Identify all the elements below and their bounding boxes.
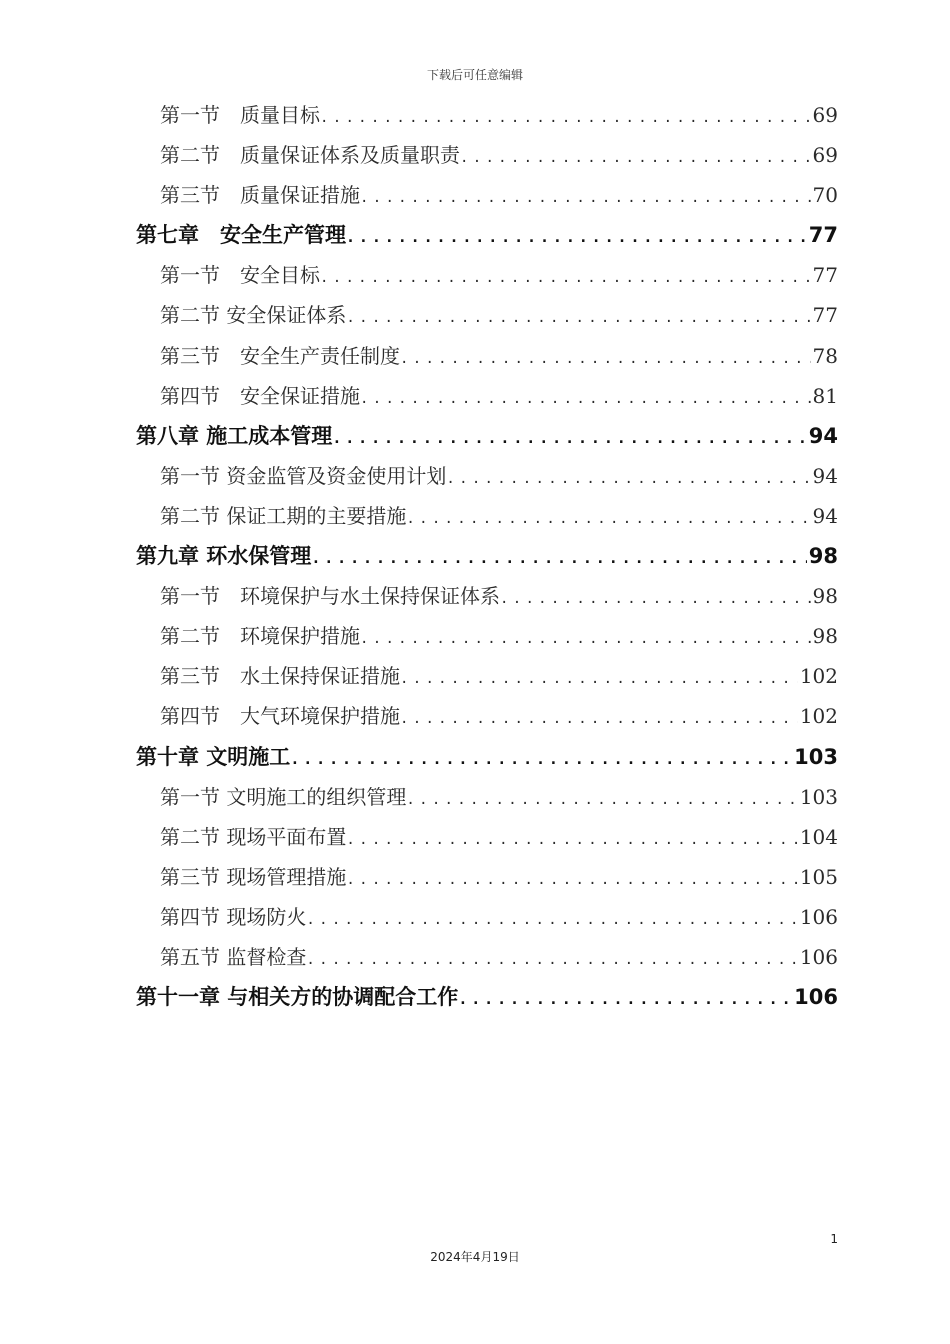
toc-entry-page: 105 (799, 864, 838, 889)
toc-entry-title: 第三节 安全生产责任制度 (160, 343, 400, 368)
toc-entry[interactable] (136, 135, 838, 175)
toc-entry-title: 第二节 环境保护措施 (160, 624, 360, 649)
toc-chapter-title: 第九章 环水保管理 (136, 544, 312, 569)
toc-entry-page: 94 (812, 463, 838, 488)
toc-entry-title: 第四节 现场防火 (160, 904, 307, 929)
toc-chapter-page: 98 (808, 544, 838, 569)
dot-leader (320, 98, 811, 135)
toc-entry-page: 81 (812, 383, 838, 408)
toc-chapter-entry[interactable] (136, 536, 838, 576)
dot-leader (406, 780, 797, 817)
dot-leader (306, 900, 797, 937)
toc-entry[interactable] (136, 576, 838, 616)
dot-leader (346, 298, 810, 335)
toc-entry[interactable] (136, 937, 838, 977)
toc-entry-title: 第一节 资金监管及资金使用计划 (160, 463, 447, 488)
dot-leader (400, 699, 798, 736)
toc-entry-title: 第一节 环境保护与水土保持保证体系 (160, 584, 500, 609)
toc-entry-page: 94 (812, 503, 838, 528)
toc-entry-title: 第五节 监督检查 (160, 944, 307, 969)
toc-entry[interactable] (136, 817, 838, 857)
toc-entry-title: 第一节 安全目标 (160, 263, 320, 288)
toc-entry[interactable] (136, 456, 838, 496)
toc-entry[interactable] (136, 95, 838, 135)
dot-leader (346, 820, 797, 857)
dot-leader (320, 258, 811, 295)
toc-entry[interactable] (136, 897, 838, 937)
dot-leader (360, 619, 811, 656)
toc-chapter-title: 第十一章 与相关方的协调配合工作 (136, 985, 459, 1010)
dot-leader (306, 940, 797, 977)
toc-entry-page: 104 (799, 824, 838, 849)
header-note: 下载后可任意编辑 (426, 68, 523, 82)
footer-date: 2024年4月19日 (430, 1250, 520, 1264)
page-number: 1 (830, 1232, 838, 1246)
toc-chapter-entry[interactable] (136, 215, 838, 255)
toc-entry-page: 98 (812, 584, 838, 609)
toc-entry-title: 第一节 质量目标 (160, 103, 320, 127)
toc-entry-page: 103 (799, 784, 838, 809)
toc-entry-title: 第四节 安全保证措施 (160, 383, 360, 408)
dot-leader (460, 138, 811, 175)
toc-entry[interactable] (136, 175, 838, 215)
table-of-contents (136, 95, 838, 1017)
toc-entry-page: 106 (799, 944, 838, 969)
toc-chapter-title: 第八章 施工成本管理 (136, 423, 333, 448)
dot-leader (360, 379, 811, 416)
toc-entry-page: 78 (812, 343, 838, 368)
dot-leader (346, 217, 807, 255)
dot-leader (332, 418, 806, 456)
toc-entry[interactable] (136, 376, 838, 416)
toc-entry-page: 69 (812, 103, 838, 127)
toc-entry-page: 102 (799, 704, 838, 729)
toc-chapter-page: 103 (794, 744, 838, 769)
toc-entry-title: 第三节 质量保证措施 (160, 183, 360, 208)
toc-entry-page: 102 (799, 664, 838, 689)
toc-entry[interactable] (136, 857, 838, 897)
dot-leader (458, 979, 792, 1017)
toc-entry-title: 第一节 文明施工的组织管理 (160, 784, 407, 809)
dot-leader (400, 659, 798, 696)
toc-entry-page: 77 (812, 303, 838, 328)
dot-leader (360, 178, 811, 215)
toc-entry-page: 98 (812, 624, 838, 649)
toc-entry[interactable] (136, 295, 838, 335)
toc-entry-page: 70 (812, 183, 838, 208)
toc-chapter-page: 106 (794, 985, 838, 1010)
toc-entry-title: 第四节 大气环境保护措施 (160, 704, 400, 729)
dot-leader (400, 339, 811, 376)
toc-entry-title: 第三节 水土保持保证措施 (160, 664, 400, 689)
dot-leader (346, 860, 797, 897)
toc-entry-page: 69 (812, 143, 838, 168)
dot-leader (311, 538, 806, 576)
toc-chapter-entry[interactable] (136, 977, 838, 1017)
toc-entry[interactable] (136, 336, 838, 376)
toc-entry[interactable] (136, 496, 838, 536)
toc-chapter-entry[interactable] (136, 416, 838, 456)
toc-entry-title: 第二节 保证工期的主要措施 (160, 503, 407, 528)
dot-leader (406, 499, 810, 536)
toc-entry[interactable] (136, 255, 838, 295)
toc-chapter-title: 第十章 文明施工 (136, 744, 291, 769)
toc-entry-page: 77 (812, 263, 838, 288)
dot-leader (290, 739, 792, 777)
toc-chapter-entry[interactable] (136, 737, 838, 777)
toc-entry-title: 第二节 质量保证体系及质量职责 (160, 143, 460, 168)
toc-entry-page: 106 (799, 904, 838, 929)
toc-entry-title: 第二节 安全保证体系 (160, 303, 347, 328)
toc-entry[interactable] (136, 616, 838, 656)
toc-entry[interactable] (136, 656, 838, 696)
dot-leader (500, 579, 811, 616)
toc-chapter-title: 第七章 安全生产管理 (136, 223, 346, 248)
toc-chapter-page: 94 (808, 423, 838, 448)
toc-chapter-page: 77 (808, 223, 838, 248)
toc-entry[interactable] (136, 696, 838, 736)
toc-entry-title: 第三节 现场管理措施 (160, 864, 347, 889)
toc-entry[interactable] (136, 777, 838, 817)
dot-leader (446, 459, 810, 496)
toc-entry-title: 第二节 现场平面布置 (160, 824, 347, 849)
